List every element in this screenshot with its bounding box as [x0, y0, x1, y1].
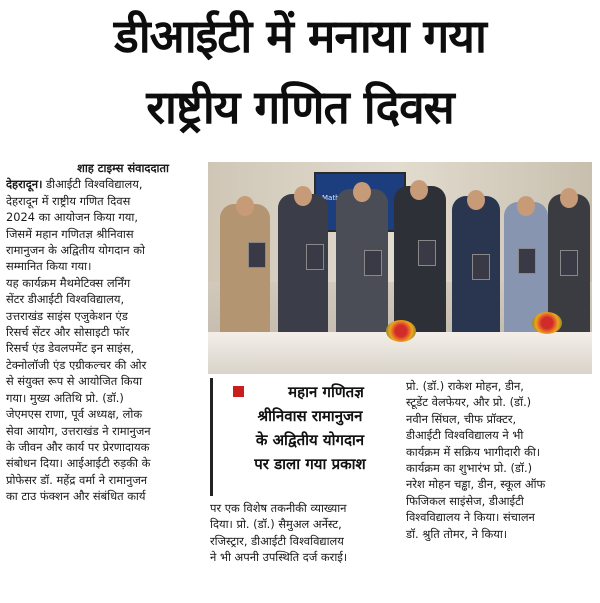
- book: [364, 250, 382, 276]
- column-3-line: स्टूडेंट वेलफेयर, और प्रो. (डॉ.): [406, 395, 532, 410]
- column-1-line: से संयुक्त रूप से आयोजित किया: [6, 374, 143, 389]
- subheading-line-1: महान गणितज्ञ: [288, 383, 364, 401]
- book: [518, 248, 536, 274]
- column-1-line: प्रोफेसर डॉ. महेंद्र वर्मा ने रामानुजन: [6, 472, 148, 487]
- column-3-line: नवीन सिंघल, चीफ प्रॉक्टर,: [406, 411, 517, 426]
- subheading-line-4: पर डाला गया प्रकाश: [254, 455, 366, 473]
- column-1-line: रामानुजन के अद्वितीय योगदान को: [6, 243, 145, 258]
- column-1-line: का टाउ फंक्शन और संबंधित कार्य: [6, 489, 146, 504]
- column-1-line: के जीवन और कार्य पर प्रेरणादायक: [6, 439, 150, 454]
- subheading-line-3: के अद्वितीय योगदान: [255, 431, 365, 449]
- book: [248, 242, 266, 268]
- person-head: [236, 196, 254, 216]
- column-3-line: प्रो. (डॉ.) राकेश मोहन, डीन,: [406, 379, 524, 393]
- column-3-line: कार्यक्रम में सक्रिय भागीदारी की।: [406, 444, 541, 459]
- column-2-line: दिया। प्रो. (डॉ.) सैमुअल अर्नेस्ट,: [210, 517, 342, 532]
- column-1-line: रिसर्च सेंटर और सोसाइटी फॉर: [6, 325, 130, 340]
- column-3-line: फिजिकल साइंसेज, डीआईटी: [406, 493, 524, 508]
- column-1-line: टेक्नोलॉजी एंड एग्रीकल्चर की ओर: [6, 357, 147, 372]
- person-head: [467, 190, 485, 210]
- column-1-line: सम्मानित किया गया।: [6, 259, 92, 274]
- byline: शाह टाइम्स संवाददाता: [77, 161, 169, 175]
- flower-bouquet: [386, 320, 416, 342]
- column-1-line: 2024 का आयोजन किया गया,: [6, 210, 138, 225]
- book: [306, 244, 324, 270]
- column-1-line: रिसर्च एंड डेवलपमेंट इन साइंस,: [6, 341, 135, 356]
- column-2-line: रजिस्ट्रार, डीआईटी विश्वविद्यालय: [210, 533, 344, 548]
- column-3-line: नरेश मोहन चड्ढा, डीन, स्कूल ऑफ: [406, 477, 546, 492]
- book: [418, 240, 436, 266]
- column-3-line: कार्यक्रम का शुभारंभ प्रो. (डॉ.): [406, 461, 533, 476]
- book: [472, 254, 490, 280]
- screen-text: Math: [322, 194, 340, 202]
- person-head: [353, 182, 371, 202]
- column-3-line: विश्वविद्यालय ने किया। संचालन: [406, 510, 535, 525]
- event-photo: [208, 162, 592, 374]
- column-3-line: डीआईटी विश्वविद्यालय ने भी: [406, 428, 524, 443]
- article-column-3: [406, 378, 598, 542]
- column-2-line: ने भी अपनी उपस्थिति दर्ज कराई।: [210, 550, 348, 565]
- subheading-box: [210, 378, 404, 496]
- column-2-line: पर एक विशेष तकनीकी व्याख्यान: [210, 501, 347, 515]
- column-1-line: देहरादून में राष्ट्रीय गणित दिवस: [6, 193, 131, 208]
- dateline: देहरादून।: [6, 177, 43, 192]
- column-1-line: सेंटर डीआईटी विश्वविद्यालय,: [6, 292, 125, 307]
- column-1-line: जेएमएस राणा, पूर्व अध्यक्ष, लोक: [6, 407, 143, 422]
- column-1-line: संबोधन दिया। आईआईटी रुड़की के: [6, 456, 151, 471]
- column-1-line: यह कार्यक्रम मैथमेटिक्स लर्निंग: [6, 275, 131, 290]
- person-figure: [220, 204, 270, 334]
- column-1-line: जिसमें महान गणितज्ञ श्रीनिवास: [6, 226, 134, 241]
- book: [560, 250, 578, 276]
- person-head: [560, 188, 578, 208]
- headline-line-1: डीआईटी में मनाया गया: [114, 9, 486, 63]
- column-3-line: डॉ. श्रुति तोमर, ने किया।: [406, 526, 508, 541]
- column-1-text: डीआईटी विश्वविद्यालय,: [46, 177, 143, 192]
- column-1-line: उत्तराखंड साइंस एजुकेशन एंड: [6, 308, 128, 323]
- flower-bouquet: [532, 312, 562, 334]
- person-head: [294, 186, 312, 206]
- column-1-line: सेवा आयोग, उत्तराखंड ने रामानुजन: [6, 423, 151, 438]
- person-head: [517, 196, 535, 216]
- column-1-line: गया। मुख्य अतिथि प्रो. (डॉ.): [6, 390, 124, 405]
- person-head: [410, 180, 428, 200]
- column-1-line: [6, 176, 204, 192]
- article-column-1: [6, 160, 204, 505]
- headline-line-2: राष्ट्रीय गणित दिवस: [146, 80, 454, 134]
- subheading-line-2: श्रीनिवास रामानुजन: [257, 407, 363, 425]
- article-column-2: [210, 500, 404, 566]
